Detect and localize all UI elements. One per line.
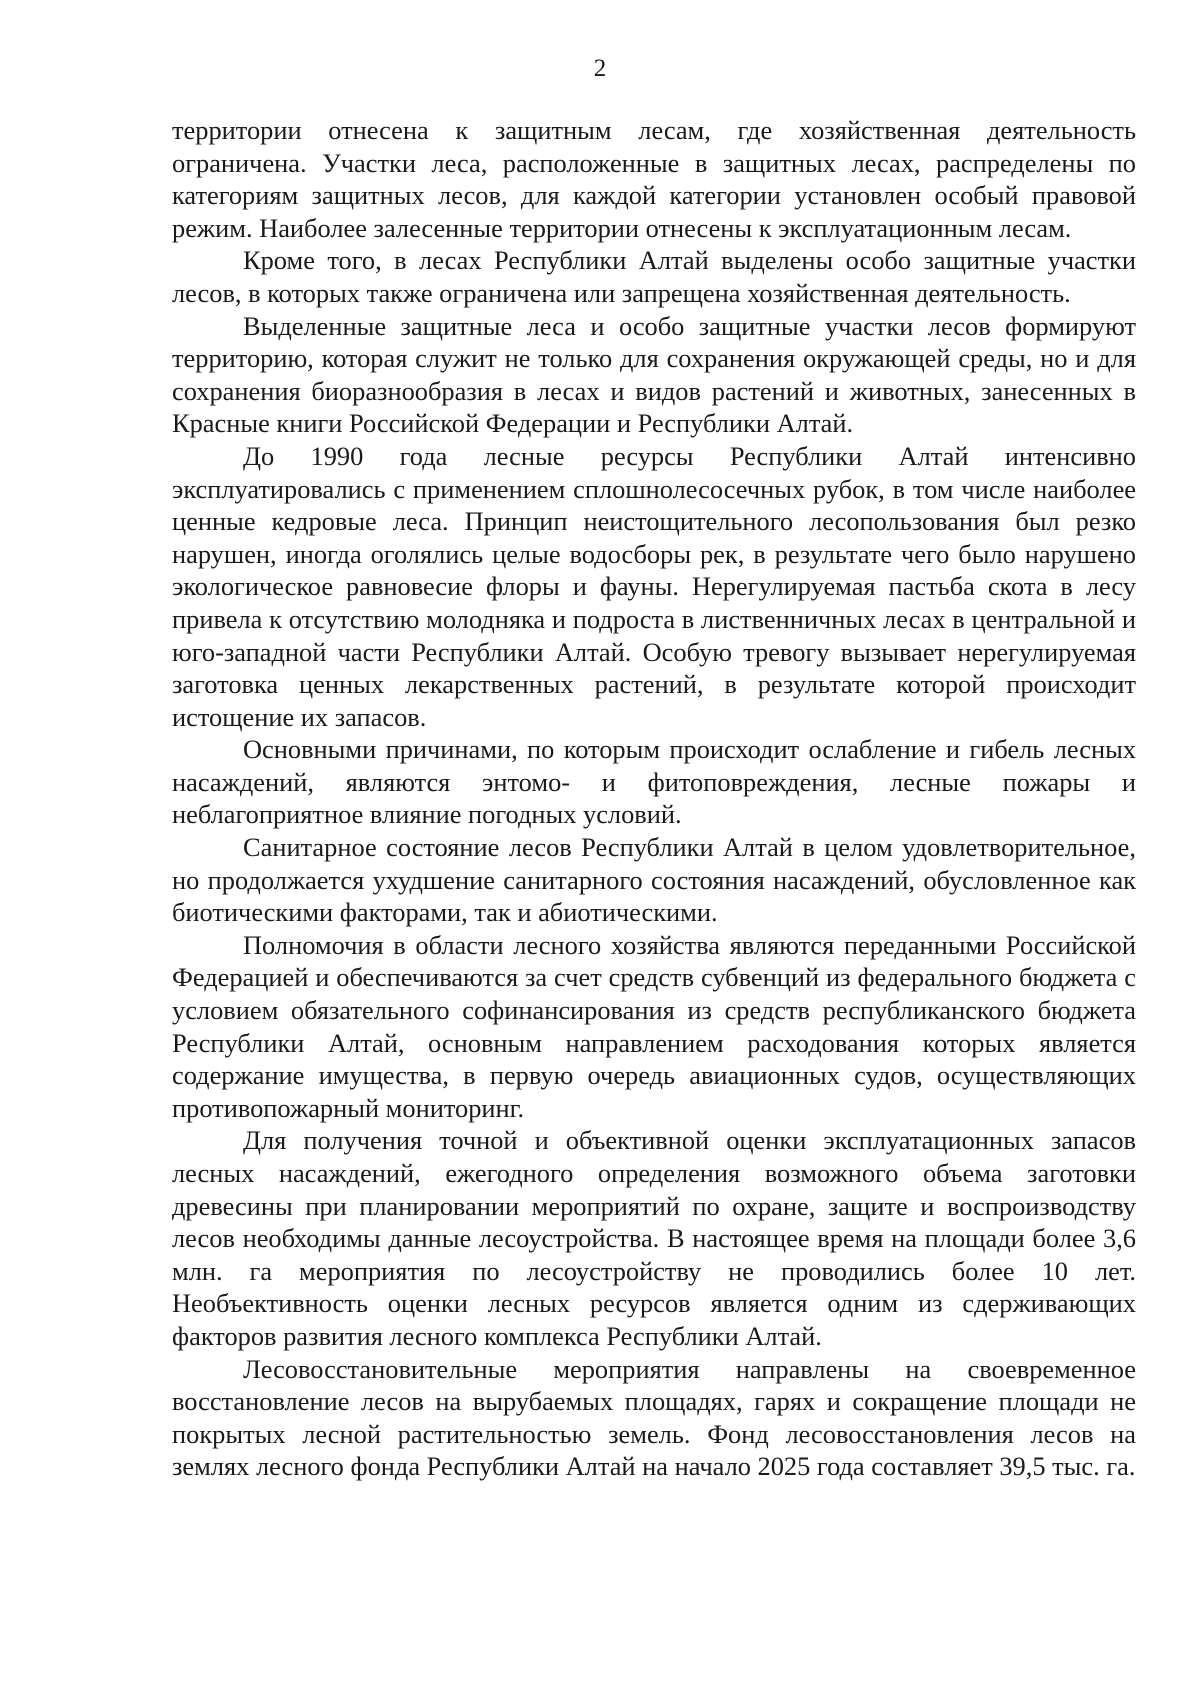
document-body [172,114,1136,1483]
paragraph-sanitary-state: Санитарное состояние лесов Республики Алтай в целом удовлетворительное, но продолжается ухудшение санитарного состояния насаждений, обусловленное как биотическими факторами, так и абиотическими. [172,832,1136,928]
paragraph-history-1990: До 1990 года лесные ресурсы Республики Алтай интенсивно эксплуатировались с применением сплошнолесосечных рубок, в том числе наиболее ценные кедровые леса. Принцип неистощительного лесопользования был резко нарушен, иногда оголялись целые водосборы рек, в результате чего было нарушено экологическое равновесие флоры и фауны. Нерегулируемая пастьба скота в лесу привела к отсутствию молодняка и подроста в лиственничных лесах в центральной и юго-западной части Республики Алтай. Особую тревогу вызывает нерегулируемая заготовка ценных лекарственных растений, в результате которой происходит истощение их запасов. [172,440,1136,732]
paragraph-special-protected-areas: Кроме того, в лесах Республики Алтай выделены особо защитные участки лесов, в которых также ограничена или запрещена хозяйственная деятельность. [172,245,1136,308]
paragraph-reforestation: Лесовосстановительные мероприятия направлены на своевременное восстановление лесов на вырубаемых площадях, гарях и сокращение площади не покрытых лесной растительностью земель. Фонд лесовосстановления лесов на землях лесного фонда Республики Алтай на начало 2025 года составляет 39,5 тыс. га. [172,1353,1136,1482]
paragraph-authority-funding: Полномочия в области лесного хозяйства являются переданными Российской Федерацией и обеспечиваются за счет средств субвенций из федерального бюджета с условием обязательного софинансирования из средств республиканского бюджета Республики Алтай, основным направлением расходования которых является содержание имущества, в первую очередь авиационных судов, осуществляющих противопожарный мониторинг. [172,929,1136,1123]
page-number: 2 [593,55,607,82]
paragraph-biodiversity: Выделенные защитные леса и особо защитные участки лесов формируют территорию, которая служит не только для сохранения окружающей среды, но и для сохранения биоразнообразия в лесах и видов растений и животных, занесенных в Красные книги Российской Федерации и Республики Алтай. [172,310,1136,439]
paragraph-protected-forests-continued: территории отнесена к защитным лесам, где хозяйственная деятельность ограничена. Участки леса, расположенные в защитных лесах, распределены по категориям защитных лесов, для каждой категории установлен особый правовой режим. Наиболее залесенные территории отнесены к эксплуатационным лесам. [172,115,1136,243]
paragraph-forest-damage-causes: Основными причинами, по которым происходит ослабление и гибель лесных насаждений, являются энтомо- и фитоповреждения, лесные пожары и неблагоприятное влияние погодных условий. [172,734,1136,830]
paragraph-forest-inventory: Для получения точной и объективной оценки эксплуатационных запасов лесных насаждений, ежегодного определения возможного объема заготовки древесины при планировании мероприятий по охране, защите и воспроизводству лесов необходимы данные лесоустройства. В настоящее время на площади более 3,6 млн. га мероприятия по лесоустройству не проводились более 10 лет. Необъективность оценки лесных ресурсов является одним из сдерживающих факторов развития лесного комплекса Республики Алтай. [172,1125,1136,1351]
